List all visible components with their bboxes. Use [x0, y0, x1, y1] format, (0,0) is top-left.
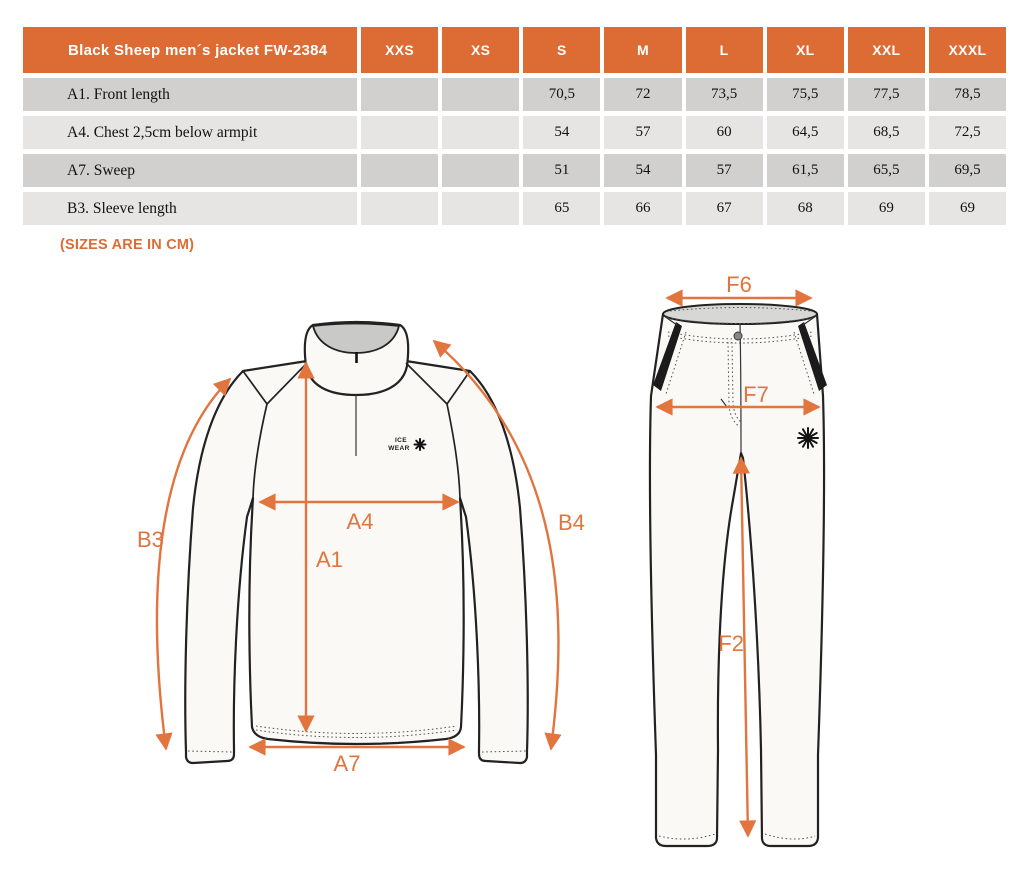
row-label: B3. Sleeve length — [23, 192, 357, 225]
cell-value: 54 — [523, 116, 600, 149]
cell-value: 68 — [767, 192, 844, 225]
row-label: A7. Sweep — [23, 154, 357, 187]
cell-value: 64,5 — [767, 116, 844, 149]
cell-value: 75,5 — [767, 78, 844, 111]
sizes-unit-note: (SIZES ARE IN CM) — [60, 237, 195, 253]
pants-outline — [650, 308, 824, 847]
row-label: A1. Front length — [23, 78, 357, 111]
cell-value: 66 — [604, 192, 681, 225]
cell-value — [442, 116, 519, 149]
cell-value: 72 — [604, 78, 681, 111]
cell-value — [361, 192, 438, 225]
cell-value: 60 — [686, 116, 763, 149]
label-f2: F2 — [718, 631, 744, 656]
cell-value — [361, 154, 438, 187]
col-header-xl: XL — [767, 27, 844, 73]
pants-diagram — [650, 272, 827, 846]
cell-value: 72,5 — [929, 116, 1006, 149]
cell-value: 65,5 — [848, 154, 925, 187]
logo-snowflake-icon — [415, 439, 426, 450]
cell-value: 54 — [604, 154, 681, 187]
cell-value: 69 — [848, 192, 925, 225]
label-a7: A7 — [333, 751, 361, 776]
waist-opening — [663, 304, 817, 324]
table-title: Black Sheep men´s jacket FW-2384 — [23, 27, 357, 73]
cell-value — [442, 78, 519, 111]
col-header-m: M — [604, 27, 681, 73]
logo-text-ice: ICE — [394, 437, 408, 444]
cell-value: 70,5 — [523, 78, 600, 111]
size-chart-table — [23, 27, 1006, 225]
cell-value: 69 — [929, 192, 1006, 225]
col-header-xxxl: XXXL — [929, 27, 1006, 73]
cell-value: 51 — [523, 154, 600, 187]
cell-value: 57 — [686, 154, 763, 187]
label-a1: A1 — [316, 547, 343, 572]
jacket-diagram — [137, 322, 585, 776]
col-header-l: L — [686, 27, 763, 73]
logo-text-wear: WEAR — [388, 445, 410, 452]
col-header-xs: XS — [442, 27, 519, 73]
label-b3: B3 — [137, 527, 164, 552]
label-f6: F6 — [726, 272, 752, 297]
cell-value: 65 — [523, 192, 600, 225]
cell-value — [442, 192, 519, 225]
cell-value: 69,5 — [929, 154, 1006, 187]
cell-value — [361, 78, 438, 111]
cell-value: 78,5 — [929, 78, 1006, 111]
cell-value — [361, 116, 438, 149]
cell-value: 68,5 — [848, 116, 925, 149]
cell-value: 57 — [604, 116, 681, 149]
label-b4: B4 — [558, 510, 585, 535]
col-header-xxl: XXL — [848, 27, 925, 73]
label-f7: F7 — [743, 382, 769, 407]
col-header-xxs: XXS — [361, 27, 438, 73]
cell-value: 77,5 — [848, 78, 925, 111]
row-label: A4. Chest 2,5cm below armpit — [23, 116, 357, 149]
waist-button — [734, 332, 742, 340]
cell-value — [442, 154, 519, 187]
cell-value: 61,5 — [767, 154, 844, 187]
label-a4: A4 — [346, 509, 374, 534]
cell-value: 73,5 — [686, 78, 763, 111]
col-header-s: S — [523, 27, 600, 73]
cell-value: 67 — [686, 192, 763, 225]
